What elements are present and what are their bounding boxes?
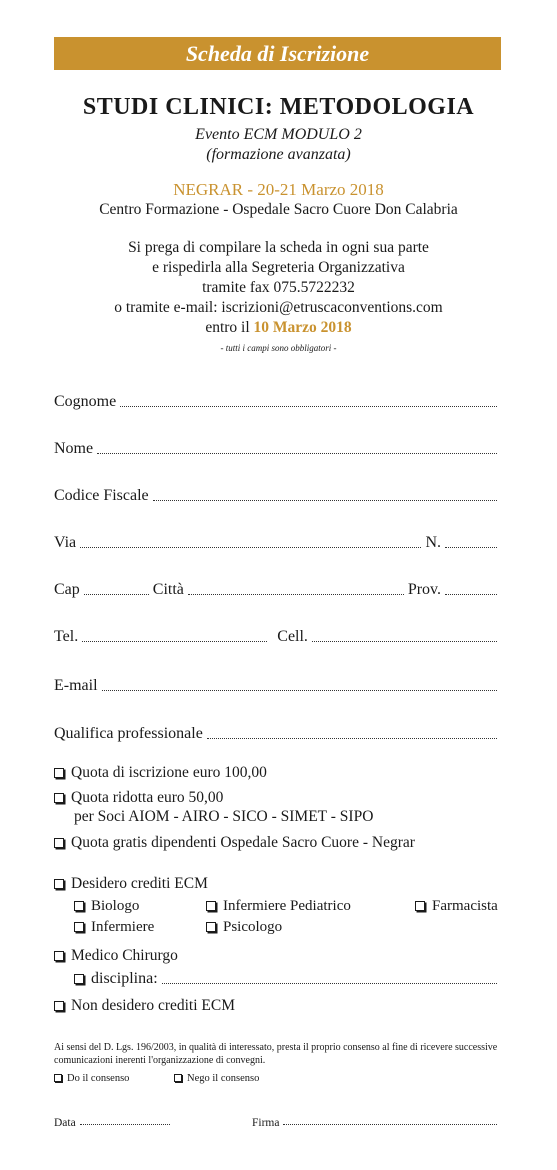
consent-no-checkbox[interactable] [174,1074,182,1082]
citta-input-line[interactable] [188,593,404,595]
infermiere-pediatrico-label: Infermiere Pediatrico [223,898,351,914]
psicologo-checkbox[interactable] [206,922,216,932]
ecm-no-option[interactable] [54,997,235,1015]
data-input-line[interactable] [80,1123,170,1125]
quota-free-option[interactable] [54,834,415,852]
prov-input-line[interactable] [445,593,497,595]
nome-input-line[interactable] [97,452,497,454]
deadline-prefix: entro il [205,319,254,336]
infermiere-pediatrico-checkbox[interactable] [206,901,216,911]
cell-input-line[interactable] [312,640,497,642]
qualifica-field[interactable] [54,721,501,743]
nome-label: Nome [54,440,94,457]
via-field[interactable] [54,530,501,552]
numero-label: N. [425,534,441,551]
qualifica-input-line[interactable] [207,737,497,739]
consent-yes-checkbox[interactable] [54,1074,62,1082]
deadline-date: 10 Marzo 2018 [253,319,352,336]
prov-label: Prov. [407,581,441,598]
instructions-line-4: o tramite e-mail: iscrizioni@etruscaconventions.com [114,299,443,316]
via-label: Via [54,534,77,551]
cognome-input-line[interactable] [120,405,497,407]
codice-fiscale-label: Codice Fiscale [54,487,149,504]
numero-input-line[interactable] [445,546,497,548]
psicologo-option[interactable] [206,919,282,936]
medico-checkbox[interactable] [54,951,64,961]
disciplina-option[interactable] [74,970,158,988]
quota-reduced-detail: per Soci AIOM - AIRO - SICO - SIMET - SIPO [74,808,374,825]
mandatory-note: - tutti i campi sono obbligatori - [220,343,337,353]
cognome-field[interactable] [54,389,501,411]
firma-input-line[interactable] [283,1123,497,1125]
cap-input-line[interactable] [84,593,149,595]
quota-reduced-option[interactable] [54,789,223,807]
medico-option[interactable] [54,947,178,965]
course-title: STUDI CLINICI: METODOLOGIA [82,94,475,120]
event-level: (formazione avanzata) [206,146,351,163]
via-input-line[interactable] [80,546,421,548]
instructions-line-3: tramite fax 075.5722232 [202,279,355,296]
disciplina-checkbox[interactable] [74,974,84,984]
data-label: Data [54,1117,76,1129]
email-field[interactable] [54,673,501,695]
event-date-place: NEGRAR - 20-21 Marzo 2018 [173,180,384,199]
biologo-label: Biologo [91,898,140,914]
data-field[interactable] [54,1107,174,1129]
privacy-text: Ai sensi del D. Lgs. 196/2003, in qualità di interessato, presta il proprio consenso al fine di ricevere successive comunicazioni inerenti l'organizzazione di convegni. [54,1042,498,1066]
quota-full-checkbox[interactable] [54,768,64,778]
consent-no-label: Nego il consenso [187,1073,260,1084]
consent-yes-option[interactable] [54,1073,129,1084]
psicologo-label: Psicologo [223,919,283,935]
ecm-yes-checkbox[interactable] [54,879,64,889]
quota-full-option[interactable] [54,764,267,782]
infermiere-option[interactable] [74,919,154,936]
firma-label: Firma [252,1117,280,1129]
ecm-no-checkbox[interactable] [54,1001,64,1011]
infermiere-pediatrico-option[interactable] [206,898,351,915]
quota-reduced-label: Quota ridotta euro 50,00 [71,789,224,806]
ecm-yes-label: Desidero crediti ECM [71,875,208,892]
biologo-checkbox[interactable] [74,901,84,911]
cap-label: Cap [54,581,80,598]
cap-field[interactable] [54,577,501,599]
tel-label: Tel. [54,628,79,645]
consent-yes-label: Do il consenso [67,1073,130,1084]
farmacista-option[interactable] [415,898,498,915]
cognome-label: Cognome [54,393,117,410]
email-label: E-mail [54,677,98,694]
qualifica-label: Qualifica professionale [54,725,203,742]
consent-no-option[interactable] [174,1073,259,1084]
codice-fiscale-input-line[interactable] [153,499,497,501]
instructions-line-1: Si prega di compilare la scheda in ogni sua parte [128,239,429,256]
event-module: Evento ECM MODULO 2 [195,126,362,143]
biologo-option[interactable] [74,898,139,915]
citta-label: Città [152,581,184,598]
farmacista-label: Farmacista [432,898,498,914]
form-banner: Scheda di Iscrizione [54,37,501,70]
quota-reduced-checkbox[interactable] [54,793,64,803]
infermiere-label: Infermiere [91,919,155,935]
nome-field[interactable] [54,436,501,458]
instructions-line-2: e rispedirla alla Segreteria Organizzativa [152,259,405,276]
email-input-line[interactable] [102,689,497,691]
quota-free-checkbox[interactable] [54,838,64,848]
farmacista-checkbox[interactable] [415,901,425,911]
quota-free-label: Quota gratis dipendenti Ospedale Sacro Cuore - Negrar [71,834,415,851]
firma-field[interactable] [252,1107,501,1129]
ecm-no-label: Non desidero crediti ECM [71,997,236,1014]
codice-fiscale-field[interactable] [54,483,501,505]
tel-field[interactable] [54,624,501,646]
cell-label: Cell. [277,628,308,645]
ecm-yes-option[interactable] [54,875,208,893]
quota-full-label: Quota di iscrizione euro 100,00 [71,764,267,781]
tel-input-line[interactable] [82,640,267,642]
disciplina-input-line[interactable] [162,982,497,984]
disciplina-label: disciplina: [91,970,158,987]
event-venue: Centro Formazione - Ospedale Sacro Cuore Don Calabria [99,201,458,218]
deadline-line [0,318,557,338]
disciplina-field[interactable] [74,966,501,988]
medico-label: Medico Chirurgo [71,947,178,964]
infermiere-checkbox[interactable] [74,922,84,932]
